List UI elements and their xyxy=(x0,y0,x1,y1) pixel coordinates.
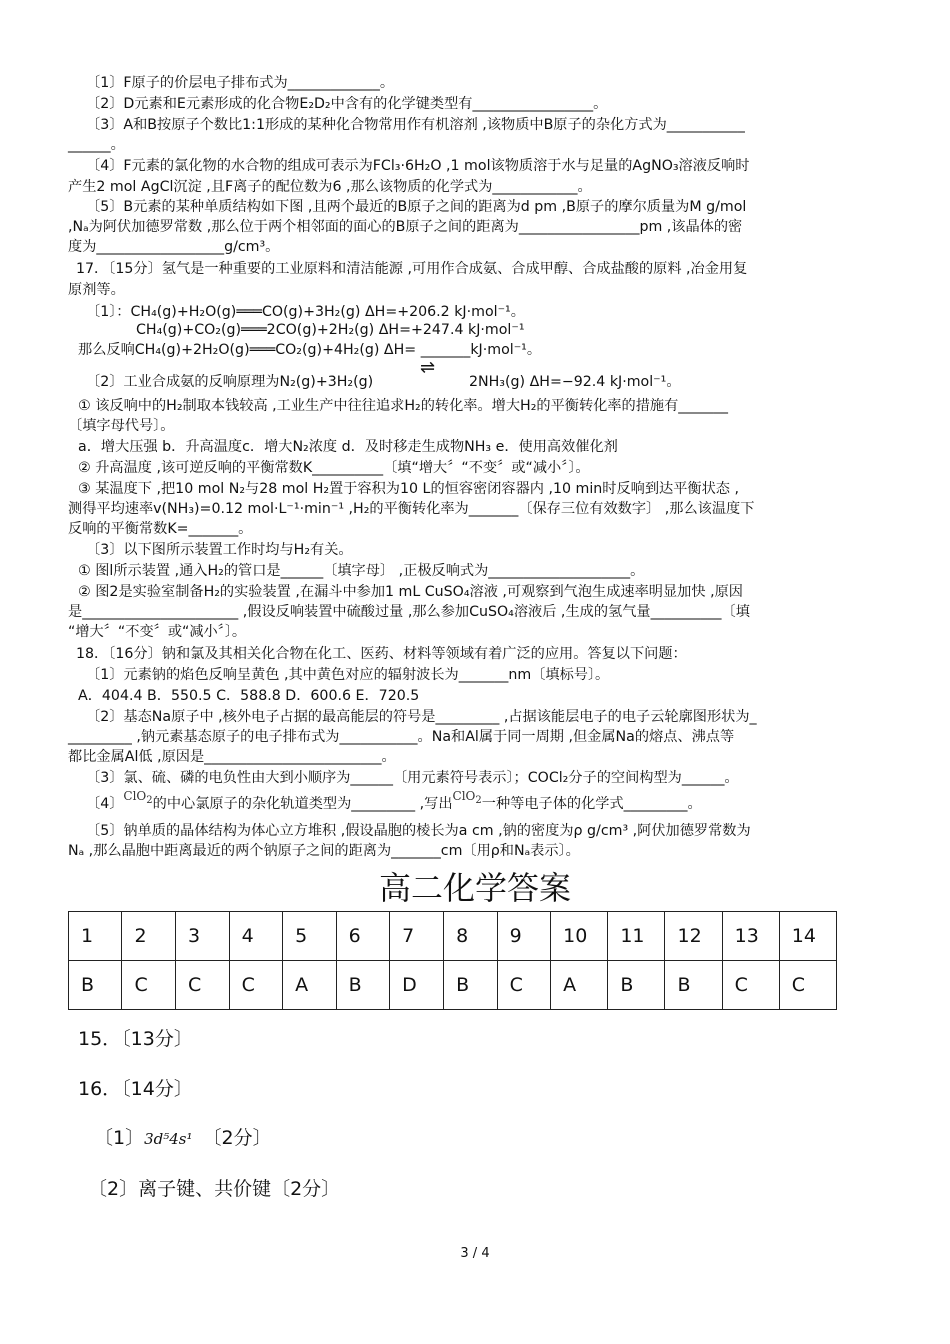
question-number: 11 xyxy=(608,912,665,961)
answer-cell: C xyxy=(122,961,176,1010)
q18-part4-middle: 的中心氯原子的杂化轨道类型为_________ ,写出 xyxy=(152,796,453,812)
q17-sub1-options: a．增大压强 b．升高温度c．增大N₂浓度 d．及时移走生成物NH₃ e．使用高效催化剂 xyxy=(78,439,618,455)
question-number: 10 xyxy=(551,912,608,961)
question-number: 9 xyxy=(497,912,551,961)
answer-cell: B xyxy=(444,961,497,1010)
q18-part1: 〔1〕元素钠的焰色反响呈黄色 ,其中黄色对应的辐射波长为_______nm〔填标号〕。 xyxy=(86,667,610,683)
q16-part4-line2: 产生2 mol AgCl沉淀 ,且F离子的配位数为6 ,那么该物质的化学式为____________。 xyxy=(68,179,592,195)
q17-part3-sub2-line2: 是______________________ ,假设反响装置中硫酸过量 ,那么参加CuSO₄溶液后 ,生成的氢气量__________〔填 xyxy=(68,604,750,620)
question-number: 13 xyxy=(722,912,779,961)
page-number: 3 / 4 xyxy=(460,1246,490,1261)
question-number: 1 xyxy=(69,912,122,961)
answer-cell: C xyxy=(176,961,230,1010)
q18-part2-line2: _________ ,钠元素基态原子的电子排布式为___________。Na和Al属于同一周期 ,但金属Na的熔点、沸点等 xyxy=(68,729,735,745)
answer-table-number-row xyxy=(69,912,837,961)
answer-cell: B xyxy=(336,961,389,1010)
q17-part2-text-b: 2NH₃(g) ΔH=−92.4 kJ·mol⁻¹。 xyxy=(469,374,681,390)
question-number: 7 xyxy=(390,912,444,961)
q17-sub2: ② 升高温度 ,该可逆反响的平衡常数K__________〔填“增大〞“不变〞或“减小〞〕。 xyxy=(78,460,590,476)
answer-cell: A xyxy=(551,961,608,1010)
answer-cell: B xyxy=(665,961,722,1010)
answer-cell: C xyxy=(779,961,836,1010)
q17-part3: 〔3〕以下图所示装置工作时均与H₂有关。 xyxy=(86,542,353,558)
question-number: 14 xyxy=(779,912,836,961)
q17-part3-sub1: ① 图l所示装置 ,通入H₂的管口是______〔填字母〕 ,正极反响式为____________________。 xyxy=(78,563,645,579)
question-number: 5 xyxy=(283,912,336,961)
q17-sub3-line3: 反响的平衡常数K=_______。 xyxy=(68,521,253,537)
question-number: 6 xyxy=(336,912,389,961)
q17-sub3-line1: ③ 某温度下 ,把10 mol N₂与28 mol H₂置于容积为10 L的恒容密闭容器内 ,10 min时反响到达平衡状态 , xyxy=(78,481,740,497)
reversible-arrow-icon: ⇌ xyxy=(420,357,436,378)
answer-q15: 15．〔13分〕 xyxy=(78,1028,193,1050)
chlorite-formula-2: ClO2 xyxy=(452,789,482,806)
answer-q16-part1-score: 〔2分〕 xyxy=(202,1127,272,1149)
q16-part4-line1: 〔4〕F元素的氯化物的水合物的组成可表示为FCl₃·6H₂O ,1 mol该物质溶于水与足量的AgNO₃溶液反响时 xyxy=(86,158,750,174)
q17-equation-2: CH₄(g)+CO₂(g)═══2CO(g)+2H₂(g) ΔH=+247.4 kJ·mol⁻¹ xyxy=(136,322,525,338)
q18-part5-line2: Nₐ ,那么晶胞中距离最近的两个钠原子之间的距离为_______cm〔用ρ和Nₐ表示〕。 xyxy=(68,843,580,859)
answer-q16-part1 xyxy=(94,1125,272,1152)
answer-cell: B xyxy=(608,961,665,1010)
q18-part3: 〔3〕氯、硫、磷的电负性由大到小顺序为______〔用元素符号表示〕；COCl₂分子的空间构型为______。 xyxy=(86,770,739,786)
q16-part5-line1: 〔5〕B元素的某种单质结构如下图 ,且两个最近的B原子之间的距离为d pm ,B原子的摩尔质量为M g/mol xyxy=(86,199,747,215)
answer-q16: 16．〔14分〕 xyxy=(78,1078,193,1100)
answer-cell: D xyxy=(390,961,444,1010)
question-number: 8 xyxy=(444,912,497,961)
q16-part3-line2: ______。 xyxy=(68,137,125,153)
q17-part2-text: 〔2〕工业合成氨的反响原理为N₂(g)+3H₂(g) xyxy=(86,374,374,390)
q17-part2-line xyxy=(86,372,373,392)
q17-part3-sub2-line1: ② 图2是实验室制备H₂的实验装置 ,在漏斗中参加1 mL CuSO₄溶液 ,可观察到气泡生成速率明显加快 ,原因 xyxy=(78,584,743,600)
q17-sub3-line2: 测得平均速率v(NH₃)=0.12 mol·L⁻¹·min⁻¹ ,H₂的平衡转化率为_______〔保存三位有效数字〕 ,那么该温度下 xyxy=(68,501,755,517)
q17-heading-line1: 17．〔15分〕氢气是一种重要的工业原料和清洁能源 ,可用作合成氨、合成甲醇、合成盐酸的原料 ,冶金用复 xyxy=(76,261,748,277)
answer-cell: C xyxy=(722,961,779,1010)
q18-part4-prefix: 〔4〕 xyxy=(86,796,124,812)
answer-title: 高二化学答案 xyxy=(378,869,571,907)
q16-part2: 〔2〕D元素和E元素形成的化合物E₂D₂中含有的化学键类型有_________________。 xyxy=(86,96,608,112)
q18-part4 xyxy=(86,789,702,819)
q16-part3-line1: 〔3〕A和B按原子个数比1:1形成的某种化合物常用作有机溶剂 ,该物质中B原子的杂化方式为___________ xyxy=(86,117,745,133)
chlorite-formula-1-text: ClO xyxy=(123,789,147,803)
answer-table-answer-row xyxy=(69,961,837,1010)
question-number: 3 xyxy=(176,912,230,961)
q16-part5-line3: 度为__________________g/cm³。 xyxy=(68,239,280,255)
q18-heading: 18．〔16分〕钠和氯及其相关化合物在化工、医药、材料等领域有着广泛的应用。答复以下问题： xyxy=(76,646,687,662)
question-number: 12 xyxy=(665,912,722,961)
q16-part1: 〔1〕F原子的价层电子排布式为_____________。 xyxy=(86,75,395,91)
question-number: 4 xyxy=(229,912,283,961)
q17-heading-line2: 原剂等。 xyxy=(68,282,125,298)
chlorite-formula-1: ClO2 xyxy=(123,789,153,806)
question-number: 2 xyxy=(122,912,176,961)
q17-sub1-line2: 〔填字母代号〕。 xyxy=(68,418,175,434)
answer-table xyxy=(68,911,837,1010)
q17-equation-3: 那么反响CH₄(g)+2H₂O(g)═══CO₂(g)+4H₂(g) ΔH= _______kJ·mol⁻¹。 xyxy=(78,342,542,358)
answer-q16-part2: 〔2〕离子键、共价键〔2分〕 xyxy=(88,1178,341,1200)
answer-cell: A xyxy=(283,961,336,1010)
q18-part4-suffix: 一种等电子体的化学式_________。 xyxy=(481,796,702,812)
q17-part3-sub2-line3: “增大〞“不变〞或“减小〞〕。 xyxy=(68,624,247,640)
answer-cell: C xyxy=(497,961,551,1010)
q18-part5-line1: 〔5〕钠单质的晶体结构为体心立方堆积 ,假设晶胞的棱长为a cm ,钠的密度为ρ g/cm³ ,阿伏加德罗常数为 xyxy=(86,823,751,839)
answer-cell: B xyxy=(69,961,122,1010)
q17-sub1-line1: ① 该反响中的H₂制取本钱较高 ,工业生产中往往追求H₂的转化率。增大H₂的平衡转化率的措施有_______ xyxy=(78,398,728,414)
electron-configuration-formula: 3d⁵4s¹ xyxy=(144,1130,193,1148)
q16-part5-line2: ,Nₐ为阿伏加德罗常数 ,那么位于两个相邻面的面心的B原子之间的距离为_________________pm ,该晶体的密 xyxy=(68,219,743,235)
chlorite-formula-2-text: ClO xyxy=(452,789,476,803)
q18-part2-line1: 〔2〕基态Na原子中 ,核外电子占据的最高能层的符号是_________ ,占据该能层电子的电子云轮廓图形状为_ xyxy=(86,709,757,725)
q17-equation-1: 〔1〕：CH₄(g)+H₂O(g)═══CO(g)+3H₂(g) ΔH=+206.2 kJ·mol⁻¹。 xyxy=(86,304,525,320)
answer-cell: C xyxy=(229,961,283,1010)
q18-part2-line3: 都比金属Al低 ,原因是_________________________。 xyxy=(68,749,396,765)
q18-part1-options: A．404.4 B．550.5 C．588.8 D．600.6 E．720.5 xyxy=(78,688,420,704)
answer-q16-part1-prefix: 〔1〕 xyxy=(94,1127,145,1149)
